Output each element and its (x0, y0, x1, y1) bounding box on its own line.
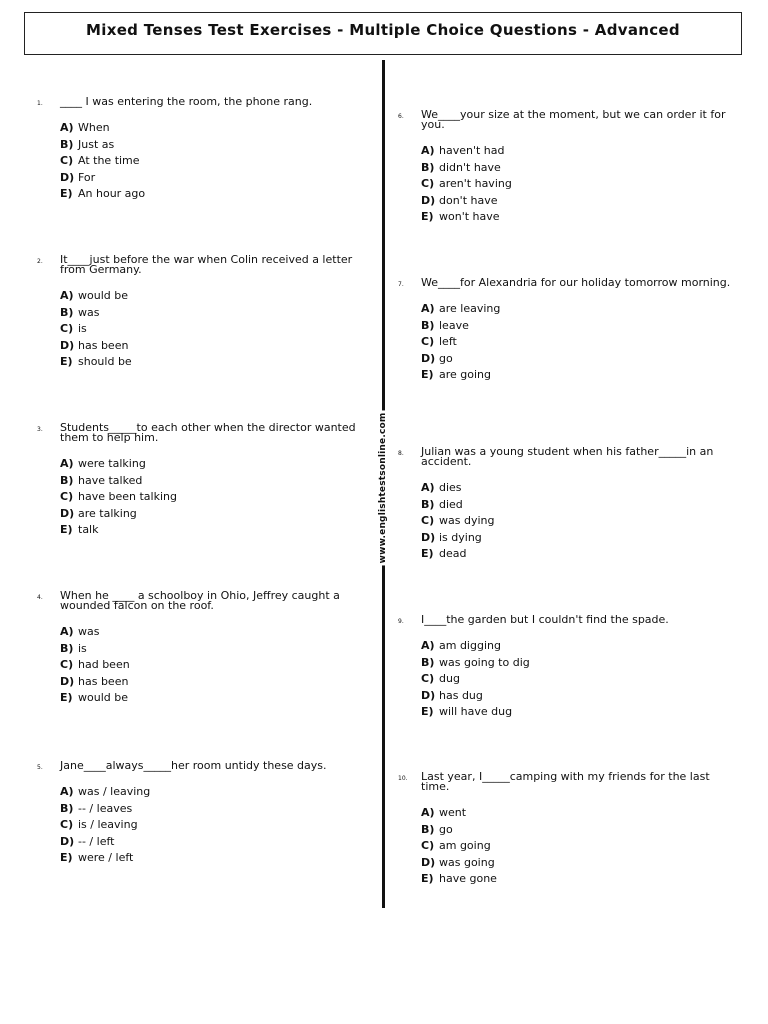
option-text: have been talking (78, 490, 177, 503)
option-text: When (78, 121, 110, 134)
option-letter: A) (60, 785, 74, 798)
site-watermark: www.englishtestsonline.com (375, 411, 391, 566)
option-text: -- / left (78, 834, 115, 848)
option-letter: E) (60, 851, 73, 864)
option-text: should be (78, 355, 132, 368)
answer-options (60, 624, 378, 707)
question-text: When he ____ a schoolboy in Ohio, Jeffrey caught a wounded falcon on the roof. (60, 589, 340, 612)
option-text: would be (78, 289, 128, 302)
option-text: dead (439, 547, 467, 560)
option-letter: C) (421, 514, 435, 527)
option-letter: E) (60, 691, 73, 704)
option-text: am going (439, 839, 491, 852)
option-text: For (78, 170, 96, 184)
option-letter: C) (60, 154, 74, 167)
option-letter: E) (60, 187, 73, 200)
option-letter: E) (421, 210, 434, 223)
answer-option[interactable] (421, 143, 739, 160)
question-number: 2. (37, 258, 43, 265)
answer-option[interactable] (60, 834, 378, 851)
answer-option[interactable] (421, 480, 739, 497)
answer-option[interactable] (421, 546, 739, 563)
option-letter: A) (421, 144, 435, 157)
option-letter: A) (421, 639, 435, 652)
answer-option[interactable] (60, 641, 378, 658)
answer-option[interactable] (421, 351, 739, 368)
option-letter: B) (421, 655, 435, 669)
option-letter: E) (421, 872, 434, 885)
question-number: 6. (398, 113, 404, 120)
answer-option[interactable] (60, 473, 378, 490)
option-text: dies (439, 481, 462, 494)
option-text: is / leaving (78, 818, 138, 831)
answer-option[interactable] (60, 288, 378, 305)
option-text: don't have (439, 193, 498, 207)
option-text: talk (78, 523, 99, 536)
answer-option[interactable] (421, 318, 739, 335)
option-letter: D) (60, 674, 75, 688)
option-letter: B) (60, 641, 74, 655)
question-number: 5. (37, 764, 43, 771)
answer-option[interactable] (421, 193, 739, 210)
question-text: It____just before the war when Colin received a letter from Germany. (60, 253, 353, 276)
option-letter: C) (421, 335, 435, 348)
option-text: were / left (78, 851, 134, 864)
option-letter: D) (421, 351, 436, 365)
question-6 (398, 108, 739, 226)
question-text: I____the garden but I couldn't find the spade. (421, 613, 669, 626)
option-text: were talking (78, 457, 146, 470)
option-text: will have dug (439, 705, 513, 718)
answer-options (60, 456, 378, 539)
option-text: haven't had (439, 144, 505, 157)
answer-option[interactable] (421, 497, 739, 514)
answer-option[interactable] (60, 305, 378, 322)
question-9 (398, 613, 739, 721)
option-letter: A) (421, 806, 435, 819)
option-letter: E) (421, 547, 434, 560)
option-letter: D) (60, 338, 75, 352)
option-text: have talked (78, 473, 143, 487)
answer-option[interactable] (421, 176, 739, 193)
answer-options (421, 301, 739, 384)
option-text: are talking (78, 506, 137, 520)
answer-options (421, 638, 739, 721)
option-letter: A) (421, 481, 435, 494)
option-text: Just as (78, 137, 115, 151)
question-text: We____your size at the moment, but we can order it for you. (421, 108, 726, 131)
option-letter: D) (60, 506, 75, 520)
option-text: had been (78, 658, 130, 671)
option-text: died (439, 497, 463, 511)
answer-option[interactable] (421, 671, 739, 688)
answer-option[interactable] (421, 301, 739, 318)
option-text: won't have (439, 210, 500, 223)
answer-options (421, 480, 739, 563)
option-letter: C) (60, 818, 74, 831)
option-text: dug (439, 672, 460, 685)
question-text: We____for Alexandria for our holiday tomorrow morning. (421, 276, 731, 289)
answer-option[interactable] (421, 704, 739, 721)
option-text: was (78, 625, 100, 638)
option-letter: B) (60, 473, 74, 487)
option-letter: A) (60, 289, 74, 302)
answer-option[interactable] (60, 784, 378, 801)
answer-option[interactable] (421, 513, 739, 530)
option-text: are going (439, 368, 492, 381)
option-letter: C) (421, 177, 435, 190)
answer-option[interactable] (60, 137, 378, 154)
answer-option[interactable] (421, 530, 739, 547)
option-text: go (439, 822, 453, 836)
option-text: At the time (78, 154, 140, 167)
option-letter: B) (421, 822, 435, 836)
question-3 (37, 421, 378, 539)
question-5 (37, 759, 378, 867)
option-letter: B) (60, 137, 74, 151)
answer-option[interactable] (60, 674, 378, 691)
question-7 (398, 276, 739, 384)
option-letter: B) (60, 801, 74, 815)
option-letter: B) (421, 318, 435, 332)
answer-option[interactable] (60, 321, 378, 338)
answer-option[interactable] (421, 209, 739, 226)
answer-options (60, 288, 378, 371)
option-letter: D) (421, 193, 436, 207)
option-letter: C) (60, 658, 74, 671)
answer-option[interactable] (60, 850, 378, 867)
question-number: 10. (398, 775, 408, 782)
option-text: am digging (439, 639, 501, 652)
answer-option[interactable] (60, 657, 378, 674)
option-letter: E) (60, 523, 73, 536)
option-letter: D) (421, 855, 436, 869)
question-number: 4. (37, 594, 43, 601)
option-text: was going to dig (439, 655, 530, 669)
page-title: Mixed Tenses Test Exercises - Multiple Choice Questions - Advanced (86, 20, 680, 39)
option-text: left (439, 335, 457, 348)
answer-option[interactable] (421, 160, 739, 177)
answer-option[interactable] (421, 638, 739, 655)
option-letter: D) (60, 170, 75, 184)
answer-option[interactable] (60, 170, 378, 187)
option-letter: C) (421, 672, 435, 685)
option-text: -- / leaves (78, 801, 133, 815)
option-text: was / leaving (78, 785, 151, 798)
option-text: are leaving (439, 302, 501, 315)
answer-option[interactable] (60, 456, 378, 473)
answer-option[interactable] (60, 801, 378, 818)
answer-option[interactable] (421, 805, 739, 822)
option-text: went (439, 806, 467, 819)
option-text: has been (78, 674, 129, 688)
option-letter: A) (60, 121, 74, 134)
option-text: leave (439, 318, 469, 332)
option-letter: A) (60, 625, 74, 638)
option-text: have gone (439, 872, 497, 885)
answer-option[interactable] (421, 871, 739, 888)
option-text: is (78, 641, 87, 655)
answer-option[interactable] (421, 334, 739, 351)
answer-options (421, 805, 739, 888)
answer-option[interactable] (60, 522, 378, 539)
option-letter: C) (60, 322, 74, 335)
option-text: was going (439, 855, 495, 869)
option-text: was dying (439, 514, 495, 527)
option-text: An hour ago (78, 187, 146, 200)
option-letter: E) (421, 368, 434, 381)
question-number: 7. (398, 281, 404, 288)
option-letter: C) (421, 839, 435, 852)
option-text: has dug (439, 688, 483, 702)
question-text: ____ I was entering the room, the phone rang. (60, 95, 313, 108)
option-letter: E) (421, 705, 434, 718)
question-1 (37, 95, 378, 203)
option-text: would be (78, 691, 128, 704)
question-number: 8. (398, 450, 404, 457)
answer-options (60, 120, 378, 203)
question-text: Students_____to each other when the director wanted them to help him. (60, 421, 356, 444)
question-text: Last year, I_____camping with my friends for the last time. (421, 770, 710, 793)
option-text: is dying (439, 530, 482, 544)
answer-option[interactable] (421, 367, 739, 384)
answer-option[interactable] (60, 120, 378, 137)
option-text: has been (78, 338, 129, 352)
answer-option[interactable] (421, 838, 739, 855)
answer-option[interactable] (60, 624, 378, 641)
answer-option[interactable] (421, 855, 739, 872)
question-8 (398, 445, 739, 563)
option-letter: B) (60, 305, 74, 319)
question-10 (398, 770, 739, 888)
answer-option[interactable] (60, 153, 378, 170)
answer-option[interactable] (60, 338, 378, 355)
option-letter: D) (421, 530, 436, 544)
answer-options (60, 784, 378, 867)
option-letter: E) (60, 355, 73, 368)
option-letter: A) (421, 302, 435, 315)
answer-option[interactable] (421, 822, 739, 839)
question-text: Julian was a young student when his father_____in an accident. (421, 445, 714, 468)
option-text: aren't having (439, 177, 512, 190)
answer-option[interactable] (60, 186, 378, 203)
answer-option[interactable] (60, 506, 378, 523)
question-number: 1. (37, 100, 43, 107)
option-text: was (78, 305, 100, 319)
answer-options (421, 143, 739, 226)
title-box (24, 12, 742, 55)
option-text: go (439, 351, 453, 365)
question-number: 3. (37, 426, 43, 433)
option-text: is (78, 322, 87, 335)
question-2 (37, 253, 378, 371)
question-number: 9. (398, 618, 404, 625)
answer-option[interactable] (421, 688, 739, 705)
answer-option[interactable] (60, 489, 378, 506)
option-letter: D) (421, 688, 436, 702)
answer-option[interactable] (60, 817, 378, 834)
question-4 (37, 589, 378, 707)
question-text: Jane____always_____her room untidy these days. (60, 759, 327, 772)
answer-option[interactable] (60, 354, 378, 371)
answer-option[interactable] (421, 655, 739, 672)
option-letter: B) (421, 160, 435, 174)
option-letter: C) (60, 490, 74, 503)
option-letter: B) (421, 497, 435, 511)
option-text: didn't have (439, 160, 501, 174)
option-letter: A) (60, 457, 74, 470)
answer-option[interactable] (60, 690, 378, 707)
option-letter: D) (60, 834, 75, 848)
